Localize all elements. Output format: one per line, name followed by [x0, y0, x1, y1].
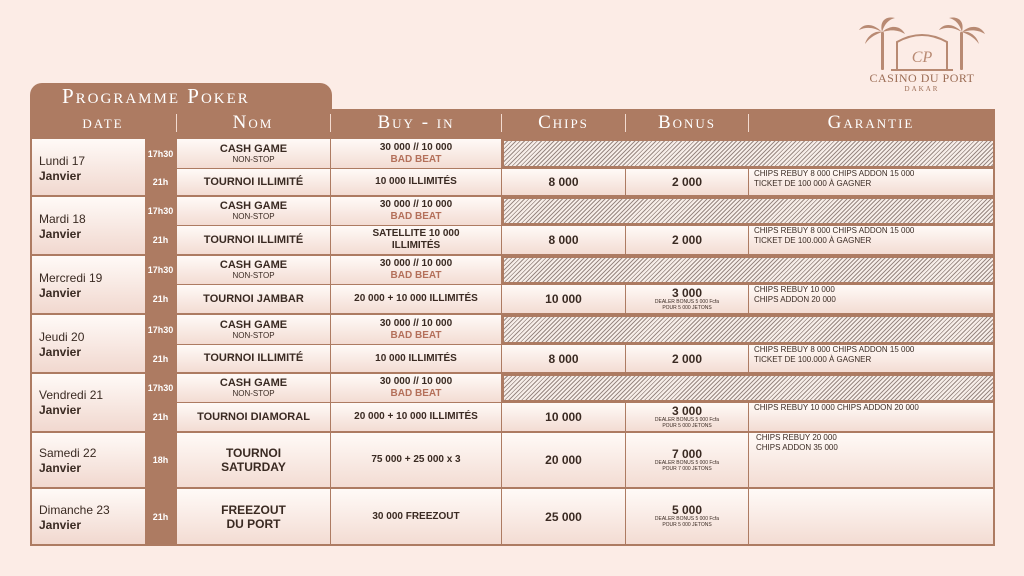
day-label: Dimanche 23 Janvier [32, 489, 145, 544]
event-chips: 25 000 [502, 489, 625, 544]
event-chips: 10 000 [502, 285, 625, 313]
cash-game-name: CASH GAME NON-STOP [177, 139, 330, 168]
time-label: 17h30 [147, 148, 174, 159]
time-label: 17h30 [147, 206, 174, 216]
day-label: Samedi 22 Janvier [32, 433, 145, 487]
time-label: 17h30 [147, 324, 174, 335]
time-label: 21h [152, 294, 169, 304]
header-chips: Chips [538, 112, 589, 133]
day-label: Mercredi 19 Janvier [32, 256, 145, 313]
casino-logo [852, 14, 992, 104]
time-label: 18h [152, 455, 169, 465]
cash-game-name: CASH GAME NON-STOP [177, 256, 330, 284]
event-chips: 10 000 [502, 403, 625, 431]
day-label: Jeudi 20 Janvier [32, 315, 145, 372]
cash-game-buyin: 30 000 // 10 000 BAD BEAT [331, 256, 501, 284]
event-bonus: 7 000 DEALER BONUS 5 000 Fcfa POUR 7 000 JETONS [626, 433, 748, 487]
event-buyin: 10 000 ILLIMITÉS [331, 169, 501, 195]
event-name: TOURNOI ILLIMITÉ [177, 226, 330, 254]
event-garantie: CHIPS REBUY 8 000 CHIPS ADDON 15 000 TICKET DE 100.000 À GAGNER [749, 345, 993, 372]
event-buyin: 75 000 + 25 000 x 3 [331, 433, 501, 487]
event-name: TOURNOI ILLIMITÉ [177, 345, 330, 372]
time-label: 21h [152, 177, 169, 187]
event-bonus: 5 000 DEALER BONUS 5 000 Fcfa POUR 5 000 JETONS [626, 489, 748, 544]
cash-game-buyin: 30 000 // 10 000 BAD BEAT [331, 197, 501, 225]
event-name: TOURNOI DIAMORAL [177, 403, 330, 431]
header-garantie: Garantie [827, 112, 915, 133]
time-label: 21h [152, 235, 169, 245]
event-name: TOURNOI SATURDAY [177, 433, 330, 487]
cash-game-name: CASH GAME NON-STOP [177, 374, 330, 402]
event-bonus: 2 000 [626, 226, 748, 254]
cash-game-name: CASH GAME NON-STOP [177, 197, 330, 225]
time-label: 21h [152, 412, 169, 422]
cash-game-buyin: 30 000 // 10 000 BAD BEAT [331, 374, 501, 402]
header-date: date [82, 112, 124, 133]
event-garantie: CHIPS REBUY 10 000 CHIPS ADDON 20 000 [749, 403, 993, 431]
event-bonus: 3 000 DEALER BONUS 5 000 Fcfa POUR 5 000 JETONS [626, 285, 748, 313]
time-label: 21h [152, 353, 169, 364]
event-name: TOURNOI ILLIMITÉ [177, 169, 330, 195]
event-chips: 20 000 [502, 433, 625, 487]
cash-game-buyin: 30 000 // 10 000 BAD BEAT [331, 315, 501, 344]
hatched-area [504, 141, 993, 166]
header-bonus: Bonus [657, 112, 717, 133]
hatched-area [504, 317, 993, 342]
palm-trees-logo-icon [857, 14, 987, 72]
day-label: Mardi 18 Janvier [32, 197, 145, 254]
header-nom: Nom [232, 112, 274, 133]
hatched-area [504, 258, 993, 282]
casino-city: DAKAR [904, 85, 940, 93]
schedule-table [30, 109, 995, 546]
event-garantie [749, 489, 993, 544]
event-bonus: 2 000 [626, 169, 748, 195]
day-label: Vendredi 21 Janvier [32, 374, 145, 431]
event-garantie: CHIPS REBUY 20 000 CHIPS ADDON 35 000 [749, 433, 993, 487]
event-chips: 8 000 [502, 226, 625, 254]
event-chips: 8 000 [502, 345, 625, 372]
event-bonus: 2 000 [626, 345, 748, 372]
event-buyin: 10 000 ILLIMITÉS [331, 345, 501, 372]
casino-name: CASINO DU PORT [869, 71, 975, 85]
event-name: FREEZOUT DU PORT [177, 489, 330, 544]
cash-game-buyin: 30 000 // 10 000 BAD BEAT [331, 139, 501, 168]
event-buyin: 30 000 FREEZOUT [331, 489, 501, 544]
hatched-area [504, 199, 993, 223]
cash-game-name: CASH GAME NON-STOP [177, 315, 330, 344]
time-label: 17h30 [147, 265, 174, 275]
event-name: TOURNOI JAMBAR [177, 285, 330, 313]
time-label: 21h [152, 511, 169, 522]
page-title: Programme Poker [30, 83, 332, 109]
day-label: Lundi 17 Janvier [32, 139, 145, 195]
event-buyin: 20 000 + 10 000 ILLIMITÉS [331, 403, 501, 431]
event-buyin: 20 000 + 10 000 ILLIMITÉS [331, 285, 501, 313]
event-garantie: CHIPS REBUY 8 000 CHIPS ADDON 15 000 TICKET DE 100.000 À GAGNER [749, 226, 993, 254]
logo-monogram: CP [911, 49, 933, 66]
event-garantie: CHIPS REBUY 8 000 CHIPS ADDON 15 000 TICKET DE 100 000 À GAGNER [749, 169, 993, 195]
header-buyin: Buy - in [377, 112, 455, 133]
event-buyin: SATELLITE 10 000 ILLIMITÉS [331, 226, 501, 254]
event-garantie: CHIPS REBUY 10 000 CHIPS ADDON 20 000 [749, 285, 993, 313]
hatched-area [504, 376, 993, 400]
time-label: 17h30 [147, 383, 174, 393]
event-bonus: 3 000 DEALER BONUS 5 000 Fcfa POUR 5 000 JETONS [626, 403, 748, 431]
event-chips: 8 000 [502, 169, 625, 195]
